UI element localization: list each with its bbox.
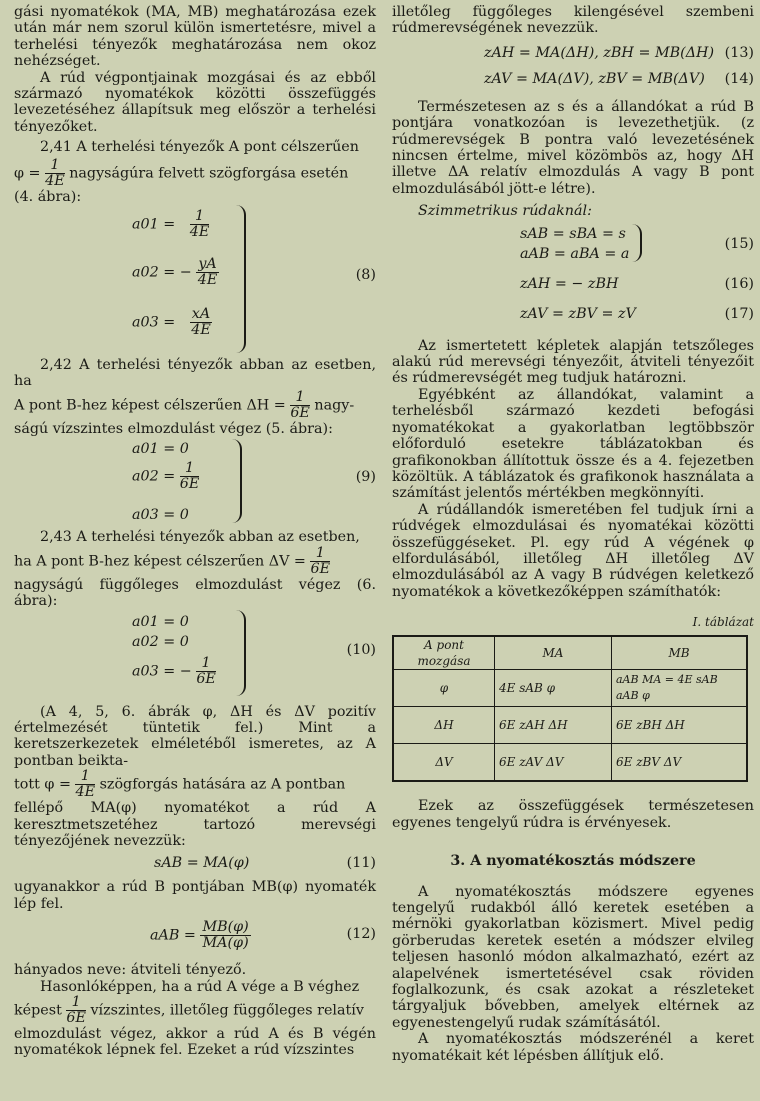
equation-number-17: (17) (724, 305, 754, 322)
paragraph-known: Az ismertetett képletek alapján tetszőleges alakú rúd merevségi tényezőit, átviteli tényezőit és rúdmerevségét meg tudjuk határozni. (392, 337, 754, 387)
table-1 (392, 635, 748, 783)
table-row (393, 744, 747, 782)
fraction-1-over-6E-b: $\frac{1}{6E}$ (310, 544, 331, 577)
table-header-row (393, 636, 747, 670)
equation-number-10: (10) (346, 641, 376, 658)
eq8-brace (236, 205, 246, 353)
paragraph-method-2: A nyomatékosztás módszerénél a keret nyomatékait két lépésben állítjuk elő. (392, 1031, 754, 1064)
paragraph-method-1: A nyomatékosztás módszere egyenes tengelyű rudakból álló keretek esetében a mérnöki gyakorlatban közismert. Mivel pedig görberudas keretek esetén a módszer elvileg teljesen hasonló módon alkalmazható, ezért az alapelvének ismertetésével csak röviden foglalkozunk, és csak azokat a részleteket tárgyaljuk bővebben, amelyek eltérnek az egyenestengelyű rudak számításától. (392, 883, 754, 1031)
eq9-brace (232, 439, 242, 523)
paragraph-after-12: hányados neve: átviteli tényező. (14, 962, 247, 979)
paragraph-after-11: ugyanakkor a rúd B pontjában MB(φ) nyomaték lép fel. (14, 879, 376, 912)
equation-block-15-17 (392, 220, 754, 338)
eq9-a02: a02 = (132, 468, 176, 485)
section-241-line2: nagyságúra felvett szögforgása esetén (69, 165, 349, 182)
table-cell: ΔV (393, 744, 495, 782)
eq10-fraction: $\frac{1}{6E}$ (196, 654, 216, 687)
paragraph-symmetric: Szimmetrikus rúdaknál: (418, 203, 592, 220)
fraction-1-over-4E-b: $\frac{1}{4E}$ (75, 768, 96, 801)
eq15-line2: aAB = aBA = a (520, 245, 630, 262)
equation-block-10 (14, 610, 376, 704)
paragraph-last-b1: képest (14, 1002, 62, 1019)
eq11: sAB = MA(φ) (154, 855, 250, 872)
equation-block-9 (14, 437, 376, 529)
table-cell: 6E zBV ΔV (612, 744, 748, 782)
equation-block-12 (14, 912, 376, 962)
table-cell: 6E zBH ΔH (612, 707, 748, 744)
eq15-line1: sAB = sBA = s (520, 225, 626, 242)
section-242-line1: 2,42 A terhelési tényezők abban az esetben, ha (14, 357, 376, 390)
eq9-line3: a03 = 0 (132, 507, 189, 524)
table-cell: 4E sAB φ (495, 670, 612, 707)
eq10-line2: a02 = 0 (132, 633, 189, 650)
phi-equals: φ = (14, 165, 41, 182)
table-header-cell: MB (612, 636, 748, 670)
eq14: zAV = MA(ΔV), zBV = MB(ΔV) (484, 70, 705, 87)
equation-number-14: (14) (724, 70, 754, 87)
table-cell: aAB MA = 4E sAB aAB φ (612, 670, 748, 707)
equation-number-15: (15) (724, 235, 754, 252)
eq16: zAH = − zBH (520, 275, 619, 292)
eq8-fraction-2: $\frac{yA}{4E}$ (197, 256, 218, 289)
table-row (393, 670, 747, 707)
table-caption: I. táblázat (692, 615, 754, 630)
table-header-cell: A pont mozgása (393, 636, 495, 670)
section-243-line1: 2,43 A terhelési tényezők abban az esetben, (40, 529, 360, 546)
section-243-line3: nagyságú függőleges elmozdulást végez (6. ábra): (14, 576, 376, 610)
section-242-line3: ságú vízszintes elmozdulást végez (5. ábra): (14, 420, 333, 437)
eq13: zAH = MA(ΔH), zBH = MB(ΔH) (484, 44, 715, 61)
eq12-lhs: aAB = (150, 927, 196, 944)
left-column (14, 4, 376, 1059)
eq12-fraction: $\frac{MB(\varphi)}{MA(\varphi)}$ (202, 919, 249, 952)
paragraph-note-1: (A 4, 5, 6. ábrák φ, ΔH és ΔV pozitív értelmezését tüntetik fel.) Mint a keretszerkezetek elméletéből ismeretes, az A pontban beikta- (14, 703, 376, 769)
fraction-1-over-6E-c: $\frac{1}{6E}$ (66, 993, 86, 1026)
section-title: 3. A nyomatékosztás módszere (450, 853, 696, 870)
equation-number-9: (9) (355, 469, 376, 486)
eq15-brace (632, 224, 642, 262)
fraction-1-over-6E: $\frac{1}{6E}$ (290, 388, 310, 421)
table-cell: φ (393, 670, 495, 707)
paragraph-note-2b: szögforgás hatására az A pontban (99, 776, 346, 793)
table-row (393, 707, 747, 744)
eq8-fraction-1: $\frac{1}{4E}$ (189, 208, 210, 241)
eq10-brace (236, 610, 246, 696)
right-column (392, 4, 754, 1064)
paragraph-note-3: fellépő MA(φ) nyomatékot a rúd A keresztmetszetéhez tartozó merevségi tényezőjének nevezzük: (14, 800, 376, 849)
eq17: zAV = zBV = zV (520, 305, 636, 322)
table-cell: 6E zAV ΔV (495, 744, 612, 782)
equation-number-11: (11) (346, 855, 376, 872)
paragraph-note-2a: tott φ = (14, 776, 71, 793)
section-242-line2-end: nagy- (314, 397, 355, 414)
eq8-a01: a01 = (132, 216, 176, 233)
equation-number-12: (12) (346, 926, 376, 943)
paragraph-top: illetőleg függőleges kilengésével szembeni rúdmerevségének nevezzük. (392, 4, 754, 37)
equation-block-8 (14, 205, 376, 357)
eq8-fraction-3: $\frac{xA}{4E}$ (191, 306, 211, 339)
section-241-line3: (4. ábra): (14, 188, 82, 205)
eq9-fraction: $\frac{1}{6E}$ (179, 460, 200, 493)
paragraph-last-a: Hasonlóképpen, ha a rúd A vége a B véghez (40, 978, 360, 995)
equation-number-8: (8) (355, 267, 376, 284)
paragraph-last-b2: vízszintes, illetőleg függőleges relatív (90, 1002, 364, 1019)
table-cell: ΔH (393, 707, 495, 744)
paragraph-constants: Egyébként az állandókat, valamint a terhelésből származó kezdeti befogási nyomatékokat a gyakorlatban legtöbbször előforduló esetekre táblázatokban és grafikonokban állítottuk össze és a 4. fejezetben közöltük. A táblázatok és grafikonok használata a számítást jelentős mértékben megkönnyíti. (392, 386, 754, 502)
fraction-1-over-4E: $\frac{1}{4E}$ (45, 156, 65, 189)
eq8-a02: a02 = − (132, 264, 192, 281)
eq10-line1: a01 = 0 (132, 613, 189, 630)
eq10-a03: a03 = − (132, 663, 192, 679)
paragraph-last-c: elmozdulást végez, akkor a rúd A és B végén nyomatékok lépnek fel. Ezeket a rúd vízszintes (14, 1025, 376, 1059)
section-243-line2: ha A pont B-hez képest célszerűen ΔV = (14, 553, 306, 570)
paragraph-naturally: Természetesen az s és a állandókat a rúd B pontjára vonatkozóan is levezethetjük. (z rúdmerevségek B pontra való levezetésének nincsen értelme, mivel közömbös az, hogy ΔH illetve ΔA relatív elmozdulás A vagy B pont elmozdulásából jött-e létre). (392, 98, 754, 197)
equation-number-16: (16) (724, 275, 754, 292)
section-241-line1: 2,41 A terhelési tényezők A pont célszerűen (40, 139, 359, 156)
equation-block-11 (14, 849, 376, 879)
equation-block-13-14 (392, 37, 754, 93)
table-cell: 6E zAH ΔH (495, 707, 612, 744)
eq8-a03: a03 = (132, 314, 176, 331)
paragraph-rod-constants: A rúdállandók ismeretében fel tudjuk írni a rúdvégek elmozdulásai és nyomatékai közötti összefüggéseket. Pl. egy rúd A végének φ elfordulásából, illetőleg ΔH illetőleg ΔV elmozdulásából az A vagy B rúdvégen keletkező nyomatékok a következőképpen számíthatók: (392, 501, 754, 600)
equation-number-13: (13) (724, 44, 754, 61)
paragraph-intro-1: gási nyomatékok (MA, MB) meghatározása ezek után már nem szorul külön ismertetésre, mivel a terhelési tényezők meghatározása nem okoz nehézséget. (14, 4, 376, 70)
section-242-line2: A pont B-hez képest célszerűen ΔH = (14, 397, 286, 414)
paragraph-intro-2: A rúd végpontjainak mozgásai és az ebből származó nyomatékok közötti összefüggés levezetéséhez állapítsuk meg először a terhelési tényezőket. (14, 69, 376, 135)
paragraph-straight: Ezek az összefüggések természetesen egyenes tengelyű rúdra is érvényesek. (392, 798, 754, 831)
table-header-cell: MA (495, 636, 612, 670)
eq9-line1: a01 = 0 (132, 441, 189, 458)
